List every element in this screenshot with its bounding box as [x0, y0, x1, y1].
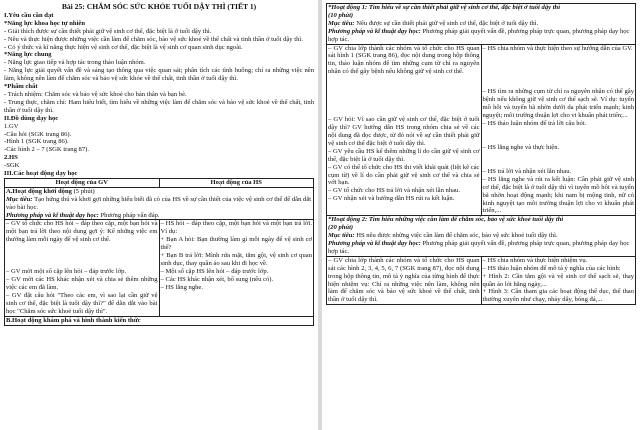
activity-heading: B.Hoạt động khám phá và hình thành kiến thức [5, 316, 314, 325]
paragraph: - Trung thực, chăm chỉ: Ham hiểu biết, tìm hiểu về những việc làm để chăm sóc và bảo vệ sức khoẻ về thể chất, tinh thần ở tuổi dậy thì. [4, 98, 314, 114]
objective-text: HS nêu được những việc cần làm để chăm sóc, bảo vệ sức khoẻ tuổi dậy thì. [354, 232, 558, 240]
teacher-step: – GV tổ chức cho HS trả lời và nhận xét lẫn nhau. [328, 187, 461, 195]
teacher-cell [5, 220, 160, 316]
paragraph: - Nêu và thực hiện được những việc cần làm để chăm sóc, bảo vệ sức khoẻ về thể chất và tinh thần ở tuổi dậy thì. [4, 35, 303, 43]
spacer [6, 244, 158, 268]
teacher-step: – GV chia lớp thành các nhóm và tổ chức cho HS quan sát các hình 2, 3, 4, 5, 6, 7 (SGK trang 87), đọc nội dung trong hộp thông tin, mô tả ý nghĩa của từng hình để thực hiện nhiệm vụ: Chỉ ra những việc nên làm, không nên làm để chăm sóc và bảo vệ sức khoẻ về thể chất, tinh thần ở tuổi dậy thì. [328, 256, 480, 304]
objective-label: Mục tiêu: [328, 19, 355, 27]
subsection-heading: *Phẩm chất [4, 83, 38, 91]
activity-heading: A.Hoạt động khởi động [6, 187, 72, 195]
teacher-step: – GV nhận xét và hướng dẫn HS rút ra kết luận. [328, 195, 455, 203]
page-content-right [326, 3, 636, 430]
activity-intro [5, 187, 314, 220]
section-heading: I.Yêu cầu cần đạt [4, 11, 54, 19]
spacer [483, 152, 635, 168]
activity-time: (20 phút) [328, 224, 354, 232]
method-text: Phương pháp vấn đáp. [98, 211, 160, 219]
subsection-heading: *Năng lực khoa học tự nhiên [4, 19, 86, 27]
student-cell [159, 220, 314, 316]
teacher-step: – GV hỏi: Vì sao cần giữ vệ sinh cơ thể, đặc biệt ở tuổi dậy thì? GV hướng dẫn HS trong nhóm chia sẻ về các nội dung đã đọc được, từ đó nói về sự cần thiết phải giữ vệ sinh cơ thể đặc biệt ở tuổi dậy thì. [328, 116, 480, 147]
student-step: – HS lắng nghe và thực hiện. [482, 143, 560, 151]
list-item: -SGK [4, 162, 20, 170]
section-heading: III.Các hoạt động dạy học [4, 170, 78, 178]
teacher-step: – GV có thể tổ chức cho HS thi viết khái quát (liệt kê các cụm từ) về lí do cần phải giữ vệ sinh cơ thể và chia sẻ với bạn. [328, 163, 480, 187]
method-label: Phương pháp và kĩ thuật dạy học: [6, 211, 99, 219]
teacher-step: – GV yêu cầu HS kể thêm những lí do cần giữ vệ sinh cơ thể, đặc biệt là ở tuổi dậy thì. [328, 147, 480, 163]
student-step: – HS thảo luận nhóm để trả lời câu hỏi. [482, 120, 587, 128]
list-item: -Hình 1 (SGK trang 86). [4, 138, 69, 146]
student-step: + Hình 3: Cần tham gia các hoạt động thể dục, thể thao thường xuyên như chạy, nhảy dây, bóng đá,... [482, 288, 634, 304]
document-page-right [322, 0, 640, 430]
subsection-heading: *Năng lực chung [4, 51, 52, 59]
teacher-cell [327, 256, 482, 304]
activity-heading: *Hoạt động 1: Tìm hiểu về sự cần thiết phải giữ vệ sinh cơ thể, đặc biệt ở tuổi dậy thì [328, 4, 561, 11]
spacer [483, 128, 635, 144]
method-label: Phương pháp và kĩ thuật dạy học: [328, 240, 421, 248]
teacher-step: – GV mời các HS khác nhận xét và chia sẻ thêm những việc các em đã làm. [6, 276, 158, 291]
objective-label: Mục tiêu: [328, 232, 355, 240]
teacher-step: – GV tổ chức cho HS hỏi – đáp theo cặp, một bạn hỏi và một bạn trả lời theo nội dung gợi ý: Kể những việc em thường làm mỗi ngày để vệ sinh cơ thể. [6, 220, 158, 244]
teacher-step: – GV mời một số cặp lên hỏi – đáp trước lớp. [6, 268, 127, 276]
method-label: Phương pháp và kĩ thuật dạy học: [328, 27, 421, 35]
student-step: – HS thảo luận nhóm để mô tả ý nghĩa của các hình: [482, 264, 621, 272]
student-step: – HS trả lời và nhận xét lẫn nhau. [482, 167, 572, 175]
paragraph: - Trách nhiệm: Chăm sóc và bảo vệ sức khoẻ cho bản thân và bạn bè. [4, 90, 187, 98]
list-item: -Câu hỏi (SGK trang 86). [4, 130, 72, 138]
objective-text: Tạo hứng thú và khơi gợi những hiểu biết đã có của HS về sự cần thiết của việc vệ sinh cơ thể để dẫn dắt vào bài học. [6, 195, 312, 211]
column-header-student: Hoạt động của HS [159, 178, 314, 187]
method-text: Phương pháp giải quyết vấn đề, phương pháp trực quan, phương pháp dạy học hợp tác. [328, 27, 630, 43]
activity-intro [327, 216, 636, 257]
activity-time: (5 phút) [71, 187, 95, 195]
paragraph: - Năng lực giao tiếp và hợp tác trong thảo luận nhóm. [4, 59, 146, 67]
activity-table [326, 3, 636, 305]
activity-heading: *Hoạt động 2: Tìm hiểu những việc cần làm để chăm sóc, bảo vệ sức khoẻ tuổi dậy thì [328, 216, 564, 224]
paragraph: - Có ý thức và kĩ năng thực hiện vệ sinh cơ thể, đặc biệt là vệ sinh cơ quan sinh dục ngoài. [4, 43, 243, 51]
section-heading: II.Đồ dùng dạy học [4, 114, 59, 122]
activity-table [4, 178, 314, 326]
student-step: – HS lắng nghe và rút ra kết luận: Cần phải giữ vệ sinh cơ thể, đặc biệt là ở tuổi dậy thì vì tuyến mồ hôi và tuyến bã nhờn hoạt động mạnh; khi nam bị mộng tinh, nữ có kinh nguyệt tạo môi trường thuận lợi cho vi khuẩn phát triển,... [482, 175, 634, 215]
student-step: – HS chia nhóm và thực hiện theo sự hướng dẫn của GV. [482, 44, 633, 52]
student-step: + Hình 2: Cần tắm gội và vệ sinh cơ thể sạch sẽ, thay quần áo lót hằng ngày,... [482, 272, 634, 288]
method-text: Phương pháp giải quyết vấn đề, phương pháp trực quan, phương pháp dạy học hợp tác. [328, 240, 630, 255]
student-step: + Bạn A hỏi: Bạn thường làm gì mỗi ngày để vệ sinh cơ thể? [160, 236, 312, 252]
student-cell [481, 256, 636, 304]
column-header-teacher: Hoạt động của GV [5, 178, 160, 187]
teacher-step: – GV chia lớp thành các nhóm và tổ chức cho HS quan sát hình 1 (SGK trang 86), đọc nội dung trong hộp thông tin, thảo luận nhóm để tìm những cụm từ chỉ ra nguyên nhân có thể gây bệnh nếu không giữ vệ sinh cơ thể. [328, 44, 480, 76]
student-step: – Một số cặp HS lên hỏi – đáp trước lớp. [160, 267, 269, 275]
student-step: – HS hỏi – đáp theo cặp, một bạn hỏi và một bạn trả lời. Ví dụ: [160, 220, 312, 236]
page-content-left [4, 3, 314, 430]
spacer [328, 76, 480, 116]
list-item: -Các hình 2 – 7 (SGK trang 87). [4, 146, 89, 154]
paragraph: - Năng lực giải quyết vấn đề và sáng tạo thông qua việc quan sát; phân tích các tình huống; chỉ ra những việc nên làm, không nên làm để chăm sóc và bảo vệ sức khỏe về thể chất, tinh thần ở tuổi dậy thì. [4, 67, 314, 83]
teacher-step: – GV đặt câu hỏi "Theo các em, vì sao lại cần giữ vệ sinh cơ thể, đặc biệt là tuổi dậy thì?" để dẫn dắt vào bài học "Chăm sóc sức khoẻ tuổi dậy thì". [6, 291, 158, 315]
student-step: – HS lắng nghe. [160, 283, 203, 291]
list-label: 2.HS [4, 154, 18, 162]
lesson-title: Bài 25: CHĂM SÓC SỨC KHỎE TUỔI DẬY THÌ (TIẾT 1) [61, 2, 257, 11]
teacher-cell [327, 44, 482, 216]
paragraph: - Giải thích được sự cần thiết phải giữ vệ sinh cơ thể, đặc biệt là ở tuổi dậy thì. [4, 27, 212, 35]
spacer [483, 52, 635, 88]
student-cell [481, 44, 636, 216]
list-label: 1.GV [4, 122, 19, 130]
student-step: – HS chia nhóm và thực hiện nhiệm vụ. [482, 256, 588, 264]
objective-text: Nêu được sự cần thiết phải giữ vệ sinh cơ thể, đặc biệt ở tuổi dậy thì. [354, 19, 539, 27]
activity-time: (10 phút) [328, 11, 354, 19]
student-step: + Bạn B trả lời: Mình rửa mặt, tắm gội, vệ sinh cơ quan sinh dục, thay quần áo sau khi đi học về. [160, 252, 312, 267]
document-page-left [0, 0, 318, 430]
student-step: – Các HS khác nhận xét, bổ sung (nếu có). [160, 275, 274, 283]
activity-intro [327, 4, 636, 45]
student-step: – HS tìm ra những cụm từ chỉ ra nguyên nhân có thể gây bệnh nếu không giữ vệ sinh cơ thể sạch sẽ. Ví dụ: tuyến mồ hôi và tuyến bã nhờn dưới da phát triển mạnh; kinh nguyệt; môi trường thuận lợi cho vi khuẩn phát triển;... [482, 88, 634, 120]
objective-label: Mục tiêu: [6, 195, 33, 203]
